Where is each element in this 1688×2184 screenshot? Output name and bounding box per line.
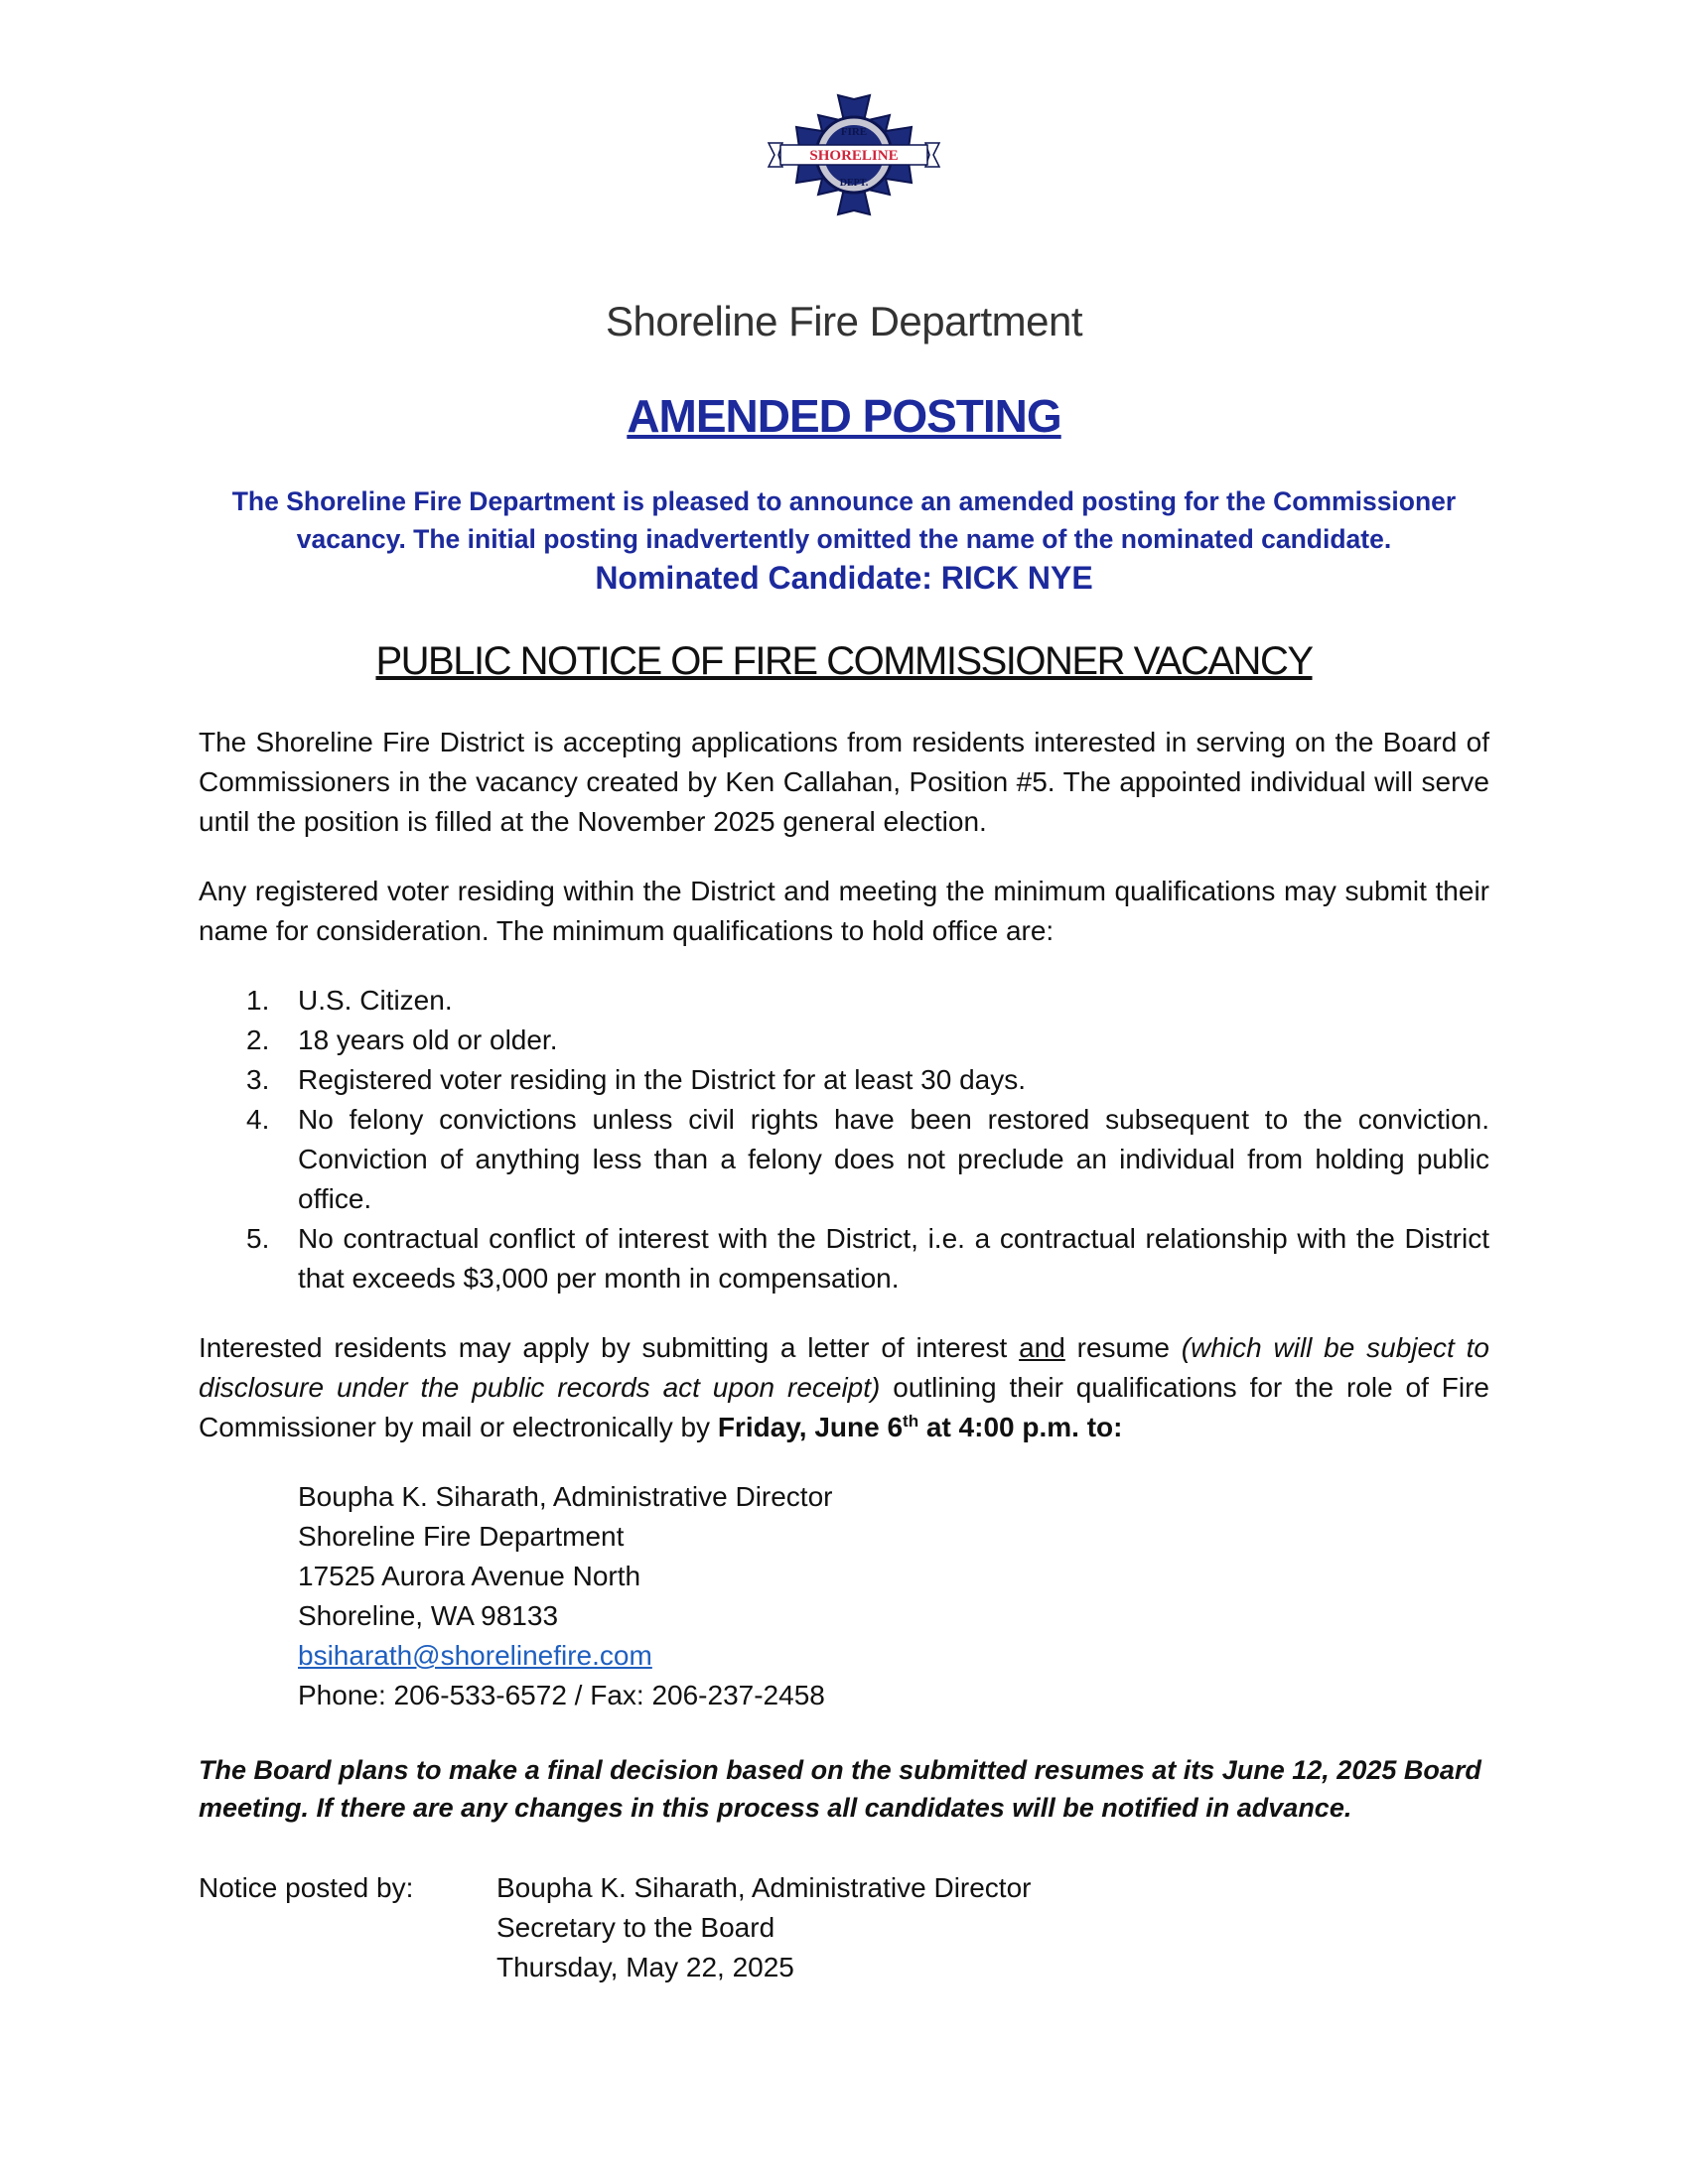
posted-by-block bbox=[496, 1868, 1031, 1987]
qualification-text: No felony convictions unless civil rights have been restored subsequent to the conviction. Conviction of anything less than a felony does not preclude an individual from holding public office. bbox=[298, 1104, 1489, 1214]
contact-organization: Shoreline Fire Department bbox=[298, 1521, 625, 1552]
qualification-text: 18 years old or older. bbox=[298, 1024, 558, 1055]
qualification-text: No contractual conflict of interest with the District, i.e. a contractual relationship with the District that exceeds $3,000 per month in compensation. bbox=[298, 1223, 1489, 1294]
qualification-text: U.S. Citizen. bbox=[298, 985, 453, 1016]
mailing-address bbox=[298, 1477, 832, 1715]
contact-name: Boupha K. Siharath, Administrative Director bbox=[298, 1481, 833, 1512]
posted-by-name: Boupha K. Siharath, Administrative Director bbox=[496, 1872, 1032, 1903]
application-deadline bbox=[718, 1412, 1123, 1442]
deadline-time: at 4:00 p.m. to: bbox=[918, 1412, 1123, 1442]
qualification-item bbox=[246, 981, 1489, 1021]
contact-city: Shoreline, WA 98133 bbox=[298, 1600, 559, 1631]
public-notice-heading: PUBLIC NOTICE OF FIRE COMMISSIONER VACANCY bbox=[375, 639, 1313, 683]
instructions-text: outlining their qualifications for the role of Fire Commissioner by mail or electronically by bbox=[199, 1372, 1489, 1442]
contact-phone-fax: Phone: 206-533-6572 / Fax: 206-237-2458 bbox=[298, 1680, 825, 1710]
qualification-item bbox=[246, 1100, 1489, 1219]
posted-by-label: Notice posted by: bbox=[199, 1872, 414, 1903]
nominated-candidate: Nominated Candidate: RICK NYE bbox=[595, 560, 1093, 596]
qualification-number: 1. bbox=[246, 985, 270, 1016]
qualification-item bbox=[246, 1060, 1489, 1100]
instructions-disclosure-note: (which will be subject to disclosure under the public records act upon receipt) bbox=[199, 1332, 1489, 1403]
shoreline-fire-dept-logo bbox=[767, 91, 941, 218]
qualification-item bbox=[246, 1219, 1489, 1298]
application-instructions bbox=[199, 1328, 1489, 1447]
qualification-number: 3. bbox=[246, 1064, 270, 1095]
announcement-line-1: The Shoreline Fire Department is pleased to announce an amended posting for the Commissioner bbox=[231, 486, 1457, 516]
contact-email-link[interactable]: bsiharath@shorelinefire.com bbox=[298, 1640, 652, 1671]
deadline-day: Friday, June 6 bbox=[717, 1412, 904, 1442]
logo-bottom-text: DEPT. bbox=[839, 178, 869, 189]
logo-center-text: SHORELINE bbox=[809, 148, 899, 164]
department-title: Shoreline Fire Department bbox=[605, 298, 1083, 344]
contact-street: 17525 Aurora Avenue North bbox=[298, 1561, 641, 1591]
qualifications-list bbox=[246, 981, 1489, 1298]
qualification-number: 2. bbox=[246, 1024, 270, 1055]
amended-posting-heading: AMENDED POSTING bbox=[627, 390, 1061, 442]
posted-by-role: Secretary to the Board bbox=[496, 1912, 775, 1943]
announcement-line-2: vacancy. The initial posting inadvertently omitted the name of the nominated candidate. bbox=[296, 524, 1392, 554]
qualification-number: 4. bbox=[246, 1104, 270, 1135]
vacancy-paragraph: The Shoreline Fire District is accepting applications from residents interested in serving on the Board of Commissioners in the vacancy created by Ken Callahan, Position #5. The appointed individual will serve until the position is filled at the November 2025 general election. bbox=[199, 727, 1489, 837]
instructions-and-underlined: and bbox=[1019, 1332, 1065, 1363]
posted-date: Thursday, May 22, 2025 bbox=[496, 1952, 794, 1982]
qualification-item bbox=[246, 1021, 1489, 1060]
qualification-text: Registered voter residing in the District for at least 30 days. bbox=[298, 1064, 1027, 1095]
instructions-text: resume bbox=[1064, 1332, 1182, 1363]
instructions-text: Interested residents may apply by submitting a letter of interest bbox=[199, 1332, 1020, 1363]
deadline-ordinal: th bbox=[903, 1412, 919, 1431]
amendment-announcement bbox=[149, 482, 1539, 558]
board-decision-note: The Board plans to make a final decision based on the submitted resumes at its June 12, 2025 Board meeting. If there are any changes in this process all candidates will be notified in advance. bbox=[199, 1755, 1481, 1823]
logo-top-text: FIRE bbox=[840, 126, 868, 138]
eligibility-paragraph: Any registered voter residing within the District and meeting the minimum qualifications may submit their name for consideration. The minimum qualifications to hold office are: bbox=[199, 876, 1489, 946]
qualification-number: 5. bbox=[246, 1223, 270, 1254]
